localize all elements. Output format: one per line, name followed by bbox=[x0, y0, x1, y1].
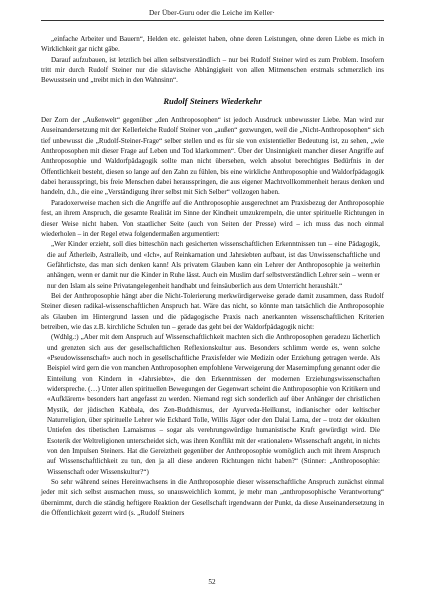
running-header: Der Über-Guru oder die Leiche im Keller· bbox=[149, 9, 275, 17]
paragraph: So sehr während seines Hereinwachsens in die Anthroposophie dieser wissenschaftliche Anspruch zunächst einmal jeder mit sich selbst ausmachen muss, so unausweichlich kommt, je mehr man „anthroposophische Verantwortung“ übernimmt, durch die ständig heftigere Reaktion der Gesellschaft irgendwann der Punkt, da diese Auseinandersetzung in die Öffentlichkeit gezerrt wird (s. „Rudolf Steiners bbox=[41, 478, 384, 518]
paragraph: Der Zorn der „Außenwelt“ gegenüber „den Anthroposophen“ ist jedoch Ausdruck unbewusster Liebe. Man wird zur Auseinandersetzung mit der Kellerleiche Rudolf Steiner von „außen“ gezwungen, weil die „Nicht-Anthroposophen“ sich tief unbewusst die „Rudolf-Steiner-Frage“ selber stellen und es für sie von existentieller Bedeutung ist, zu sehen, „wie Anthroposophen mit dieser Frage auf Leben und Tod klarkommen“. Über der Unsinnigkeit mancher dieser Angriffe auf Anthroposophie und Waldorfpädagogik sollte man nicht übersehen, welch absolut berechtigtes Bedürfnis in der Öffentlichkeit besteht, diesen so lange auf den Zahn zu fühlen, bis eine wirkliche Anthroposophie und Waldorfpädagogik dabei herausspringt, bis freie Menschen dabei herausspringen, die aus eigener Machtvollkommenheit heraus denken und handeln, d.h., die eine „Verständigung ihrer selbst mit Sich Selber“ vollzogen haben. bbox=[41, 116, 384, 197]
paragraph: Paradoxerweise machen sich die Angriffe auf die Anthroposophie ausgerechnet am Praxisbezug der Anthroposophie fest, an ihrem Anspruch, die gesamte Realität im Sinne der Kindheit umzukrempeln, die unter spirituelle Richtungen in dieser Weise nicht haben. Von staatlicher Seite (auch von Seiten der Presse) wird – ich muss das noch einmal wiederholen – in der Regel etwa folgendermaßen argumentiert: bbox=[41, 198, 384, 238]
body-text bbox=[41, 34, 384, 518]
section-heading: Rudolf Steiners Wiederkehr bbox=[163, 95, 262, 106]
page-number: 52 bbox=[208, 578, 216, 586]
paragraph: Darauf aufzubauen, ist letztlich bei allen selbstverständlich – nur bei Rudolf Steiner wird es zum Problem. Insofern tritt mir durch Rudolf Steiner nur die sklavische Abhängigkeit von allen Mitmenschen erstmals schmerzlich ins Bewusstsein und „treibt mich in den Wahnsinn“. bbox=[41, 55, 384, 85]
block-quote: (Wdhlg.:) „Aber mit dem Anspruch auf Wissenschaftlichkeit machten sich die Anthroposophen geradezu lächerlich und grenzten sich aus der gesellschaftlichen Reflexionskultur aus. Besonders schlimm werde es, wenn solche «Pseudowissenschaft» auch noch in gesellschaftliche Praxisfelder wie Medizin oder Erziehung getragen werde. Als Beispiel wird gern die von manchen Anthroposophen empfohlene Verweigerung der Masernimpfung genannt oder die Einteilung von Kindern in «Jahrsiebte», die den Erkenntnissen der modernen Erziehungswissenschaften widerspreche. (…) Unter allen spirituellen Bewegungen der Gegenwart scheint die Anthroposophie von Kritikern und «Aufklärern» besonders hart angefasst zu werden. Niemand regt sich sonderlich auf über Anhänger der christlichen Mystik, der jüdischen Kabbala, des Zen-Buddhismus, der Ayurveda-Heilkunst, indianischer oder keltischer Naturreligion, über spirituelle Lehrer wie Eckhard Tolle, Willis Jäger oder den Dalai Lama, der – trotz der okkulten Untiefen des tibetischen Lamaismus – sogar als verehrungswürdige humanistische Kraft gewürdigt wird. Die Esoterik der Weltreligionen unterscheidet sich, was ihren Konflikt mit der «rationalen» Wissenschaft angeht, in nichts von den Impulsen Steiners. Hat die Gereiztheit gegenüber der Anthroposophie womöglich auch mit ihrem Anspruch auf Wissenschaftlichkeit zu tun, den ja all diese anderen Richtungen nicht haben?“ (Stinner: „Anthroposophie: Wissenschaft oder Wissenskultur?“) bbox=[47, 333, 380, 476]
paragraph-continuation: „einfache Arbeiter und Bauern“, Helden etc. geleistet haben, ohne deren Leistungen, ohne deren Liebe es mich in Wirklichkeit gar nicht gäbe. bbox=[41, 35, 384, 54]
paragraph: Bei der Anthroposophie hängt aber die Nicht-Tolerierung merkwürdigerweise gerade damit zusammen, dass Rudolf Steiner diesen radikal-wissenschaftlichen Anspruch hat. Wäre das nicht, so könnte man tatsächlich die Anthroposophie als Glauben im Hintergrund lassen und die pädagogische Praxis nach anerkannten wissenschaftlichen Kriterien betreiben, wie das z.B. kirchliche Schulen tun – gerade das geht bei der Waldorfpädagogik nicht: bbox=[41, 291, 384, 331]
header-rule bbox=[41, 20, 384, 21]
block-quote: „Wer Kinder erzieht, soll dies bitteschön nach gesicherten wissenschaftlichen Erkenntnissen tun – eine Pädagogik, die auf Ätherleib, Astralleib, und «Ich», auf Reinkarnation und Jahrsiebten aufbaut, ist das Unwissenschaftliche und Gefährlichste, das man sich denken kann! Als privatem Glauben kann ein Lehrer der Anthroposophie ja weiterhin anhängen, wenn er damit nur die Kinder in Ruhe lässt. Auch ein Muslim darf selbstverständlich Lehrer sein – wenn er nur den Islam als seine Privatangelegenheit handhabt und feinsäuberlich aus dem Unterricht heraushält.“ bbox=[47, 240, 380, 290]
